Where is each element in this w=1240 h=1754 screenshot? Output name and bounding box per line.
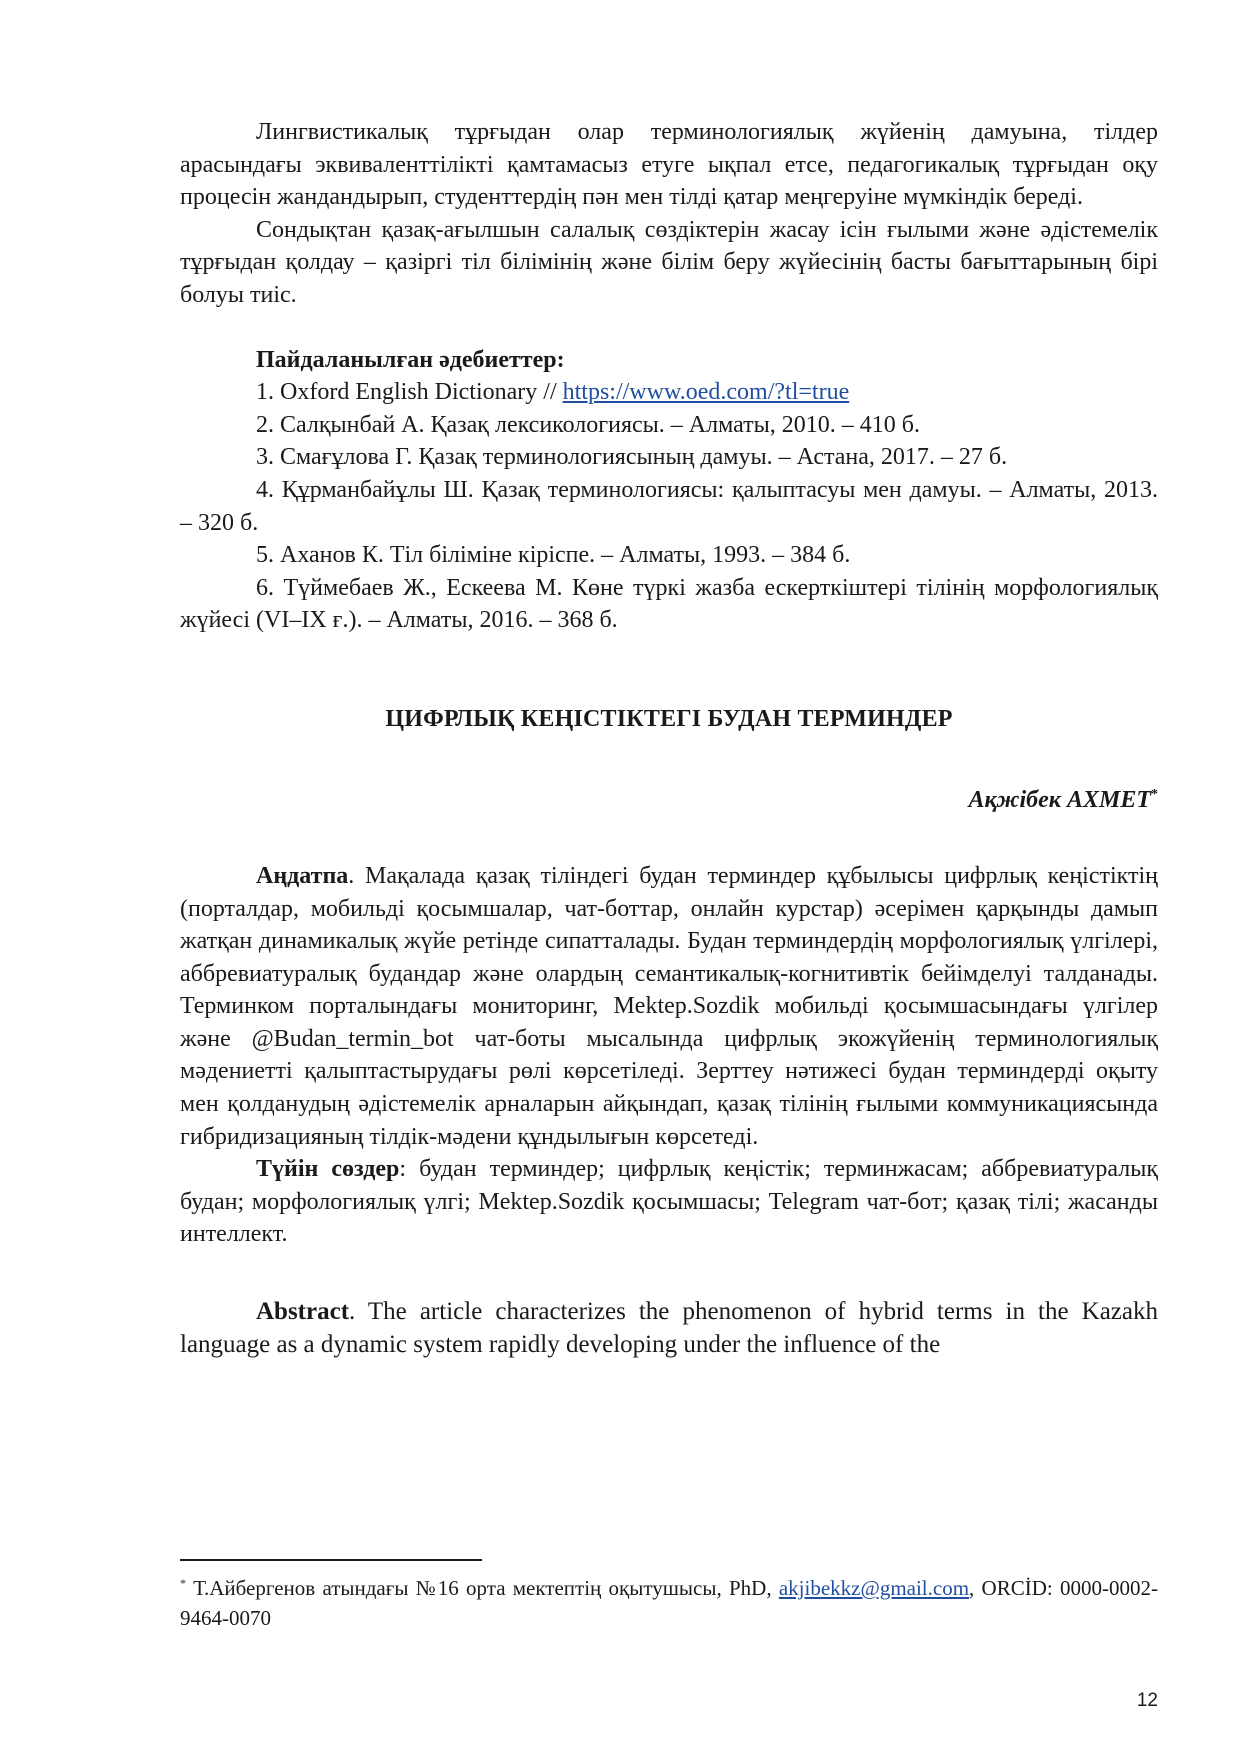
author-footnote-mark: * [1151,786,1158,802]
author-name: Ақжібек АХМЕТ* [968,786,1158,813]
footnote-email-link[interactable]: akjibekkz@gmail.com [778,1576,970,1600]
annotation-label: Аңдатпа [256,862,349,889]
reference-item-5: 5. Аханов К. Тіл біліміне кіріспе. – Алматы, 1993. – 384 б. [256,542,851,569]
intro-paragraph-1: Лингвистикалық тұрғыдан олар терминологиялық жүйенің дамуына, тілдер арасындағы эквиваленттілікті қамтамасыз етуге ықпал етсе, педагогикалық тұрғыдан оқу процесін жандандырып, студенттердің пән мен тілді қатар меңгеруіне мүмкіндік береді. [180,119,1158,211]
reference-item-1: 1. Oxford English Dictionary // https://www.oed.com/?tl=true [256,379,850,406]
reference-item-3: 3. Смағұлова Г. Қазақ терминологиясының дамуы. – Астана, 2017. – 27 б. [256,444,1008,471]
abstract-label: Abstract [256,1298,350,1326]
reference-item-6: 6. Түймебаев Ж., Ескеева М. Көне түркі жазба ескерткіштері тілінің морфологиялық жүйесі (VI–IX ғ.). – Алматы, 2016. – 368 б. [180,574,1158,634]
keywords-paragraph: Түйін сөздер: будан терминдер; цифрлық кеңістік; терминжасам; аббревиатуралық будан; морфологиялық үлгі; Mektep.Sozdik қосымшасы; Telegram чат-бот; қазақ тілі; жасанды интеллект. [180,1156,1158,1248]
reference-item-2: 2. Салқынбай А. Қазақ лексикологиясы. – Алматы, 2010. – 410 б. [256,411,920,438]
reference-link[interactable]: https://www.oed.com/?tl=true [562,379,850,406]
references-title: Пайдаланылған әдебиеттер: [256,346,565,373]
page-number: 12 [1136,1690,1158,1711]
page-body [180,116,1158,1361]
keywords-label: Түйін сөздер [256,1156,400,1183]
abstract-paragraph: Abstract. The article characterizes the phenomenon of hybrid terms in the Kazakh language as a dynamic system rapidly developing under the influence of the [180,1298,1158,1359]
reference-item-4: 4. Құрманбайұлы Ш. Қазақ терминологиясы: қалыптасуы мен дамуы. – Алматы, 2013. – 320 б. [180,476,1158,536]
footnote-divider [180,1559,482,1561]
intro-paragraph-2: Сондықтан қазақ-ағылшын салалық сөздіктерін жасау ісін ғылыми және әдістемелік тұрғыдан қолдау – қазіргі тіл білімінің және білім беру жүйесінің басты бағыттарының бірі болуы тиіс. [180,216,1158,308]
footnote: * Т.Айбергенов атындағы №16 орта мектептің оқытушысы, PhD, akjibekkz@gmail.com, ORCİD: 0000-0002-9464-0070 [180,1576,1158,1630]
article-title: ЦИФРЛЫҚ КЕҢІСТІКТЕГІ БУДАН ТЕРМИНДЕР [385,705,953,732]
annotation-paragraph: Аңдатпа. Мақалада қазақ тіліндегі будан терминдер құбылысы цифрлық кеңістіктің (порталдар, мобильді қосымшалар, чат-боттар, онлайн курстар) әсерімен қарқынды дамып жатқан динамикалық жүйе ретінде сипатталады. Будан терминдердің морфологиялық үлгілері, аббревиатуралық будандар және олардың семантикалық-когнитивтік бейімделуі талданады. Терминком порталындағы мониторинг, Mektep.Sozdik мобильді қосымшасындағы үлгілер және @Budan_termin_bot чат-боты мысалында цифрлық экожүйенің терминологиялық мәдениетті қалыптастырудағы рөлі көрсетіледі. Зерттеу нәтижесі будан терминдерді оқыту мен қолданудың әдістемелік арналарын айқындап, қазақ тілінің ғылыми коммуникациясында гибридизацияның тілдік-мәдени құндылығын көрсетеді. [180,862,1158,1150]
